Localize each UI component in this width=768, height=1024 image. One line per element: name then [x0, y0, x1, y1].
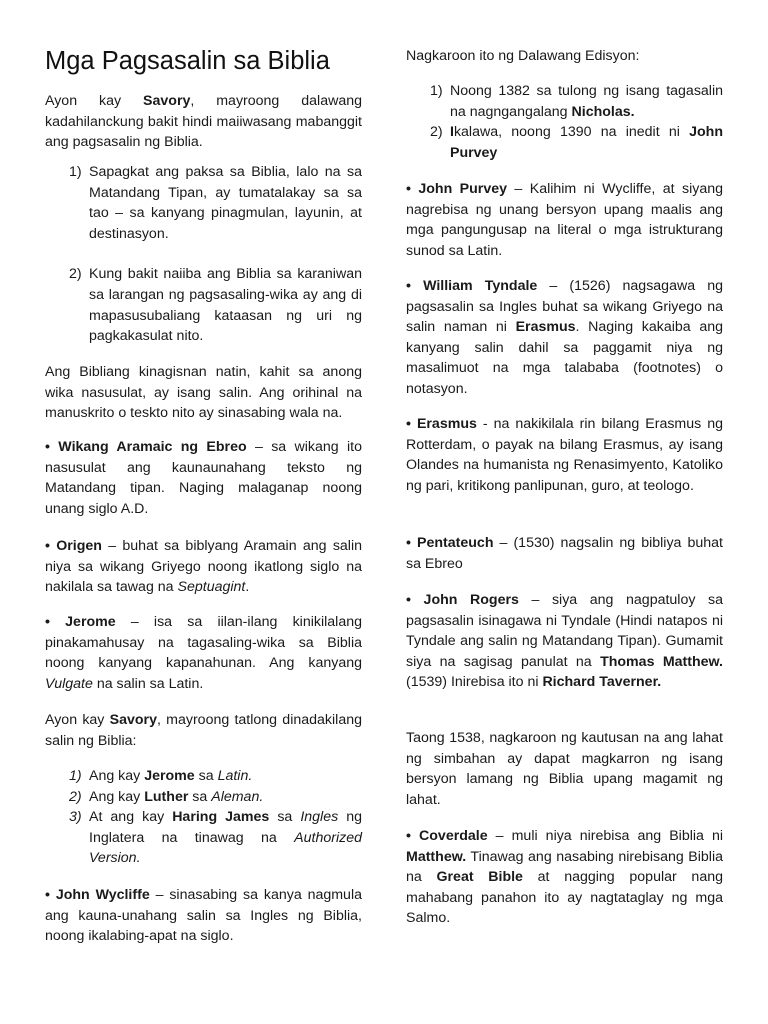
list-item: 1) Ang kay Jerome sa Latin.	[69, 768, 253, 784]
paragraph-taong-1538: Taong 1538, nagkaroon ng kautusan na ang lahat ng simbahan ay dapat magkarron ng isang bersyon lamang ng Biblia upang magamit ng lahat.	[406, 730, 723, 808]
intro-paragraph-1: Ayon kay Savory, mayroong dalawang kadahilanckung bakit hindi maiiwasang mabanggit ang pagsasalin ng Biblia.	[45, 93, 362, 151]
entry-aramaic: • Wikang Aramaic ng Ebreo – sa wikang ito nasusulat ang kaunaunahang teksto ng Matandang tipan. Naging malaganap noong unang siglo A.D.	[45, 439, 362, 517]
editions-heading: Nagkaroon ito ng Dalawang Edisyon:	[406, 48, 640, 64]
list-item: 2) Kung bakit naiiba ang Biblia sa karaniwan sa larangan ng pagsasaling-wika ay ang di mapasusubaliang kataasan ng uri ng pagkakasulat nito.	[69, 266, 362, 345]
list-item: 3) At ang kay Haring James sa Ingles ng Inglatera na tinawag na Authorized Version.	[69, 809, 362, 867]
list-item: 2) Ikalawa, noong 1390 na inedit ni John Purvey	[430, 124, 723, 161]
page-title: Mga Pagsasalin sa Biblia	[45, 47, 330, 75]
entry-wycliffe: • John Wycliffe – sinasabing sa kanya nagmula ang kauna-unahang salin sa Ingles ng Biblia, noong ikalabing-apat na siglo.	[45, 887, 362, 945]
list-item: 1) Sapagkat ang paksa sa Biblia, lalo na sa Matandang Tipan, ay tumatalakay sa sa tao – sa kanyang pinagmulan, layunin, at destinasyon.	[69, 164, 362, 242]
entry-origen: • Origen – buhat sa biblyang Aramain ang salin niya sa wikang Griyego noong ikatlong siglo na nakilala sa tawag na Septuagint.	[45, 538, 362, 596]
translations-list	[45, 766, 362, 869]
entry-coverdale: • Coverdale – muli niya nirebisa ang Biblia ni Matthew. Tinawag ang nasabing nirebisang Biblia na Great Bible at nagging popular nang mahabang panahon ito ay nagtataglay ng mga Salmo.	[406, 828, 723, 927]
entry-erasmus: • Erasmus - na nakikilala rin bilang Erasmus ng Rotterdam, o payak na bilang Erasmus, ay isang Olandes na humanista ng Renasimyento, Katoliko ng pari, kritikong panlipunan, guro, at teologo.	[406, 416, 723, 494]
entry-rogers: • John Rogers – siya ang nagpatuloy sa pagsasalin isinagawa ni Tyndale (Hindi natapos ni Tyndale ang salin ng Matandang Tipan). Gumamit siya na sagisag panulat na Thomas Matthew. (1539) Inirebisa ito ni Richard Taverner.	[406, 592, 724, 691]
intro-paragraph-3: Ayon kay Savory, mayroong tatlong dinadakilang salin ng Biblia:	[45, 712, 362, 749]
paragraph-bibliang: Ang Bibliang kinagisnan natin, kahit sa anong wika nasusulat, ay isang salin. Ang orihinal na manuskrito o teskto nito ay sinasabing wala na.	[45, 364, 362, 422]
list-item: 1) Noong 1382 sa tulong ng isang tagasalin na nagngangalang Nicholas.	[430, 83, 723, 120]
editions-list	[406, 81, 723, 163]
entry-purvey: • John Purvey – Kalihim ni Wycliffe, at siyang nagrebisa ng unang bersyon upang maalis ang mga pangungusap na literal o mga istrukturang sunod sa Latin.	[406, 181, 724, 259]
entry-pentateuch: • Pentateuch – (1530) nagsalin ng bibliya buhat sa Ebreo	[406, 535, 723, 572]
reasons-list	[45, 162, 362, 347]
list-item: 2) Ang kay Luther sa Aleman.	[69, 788, 264, 805]
entry-jerome: • Jerome – isa sa iilan-ilang kinikilalang pinakamahusay na tagasaling-wika sa Biblia noong kanyang kapanahunan. Ang kanyang Vulgate na salin sa Latin.	[45, 614, 362, 692]
entry-tyndale: • William Tyndale – (1526) nagsagawa ng pagsasalin sa Ingles buhat sa wikang Griyego na salin naman ni Erasmus. Naging kakaiba ang kanyang salin dahil sa paggamit niya ng masalimuot na mga talababa (footnotes) o notasyon.	[406, 278, 723, 397]
